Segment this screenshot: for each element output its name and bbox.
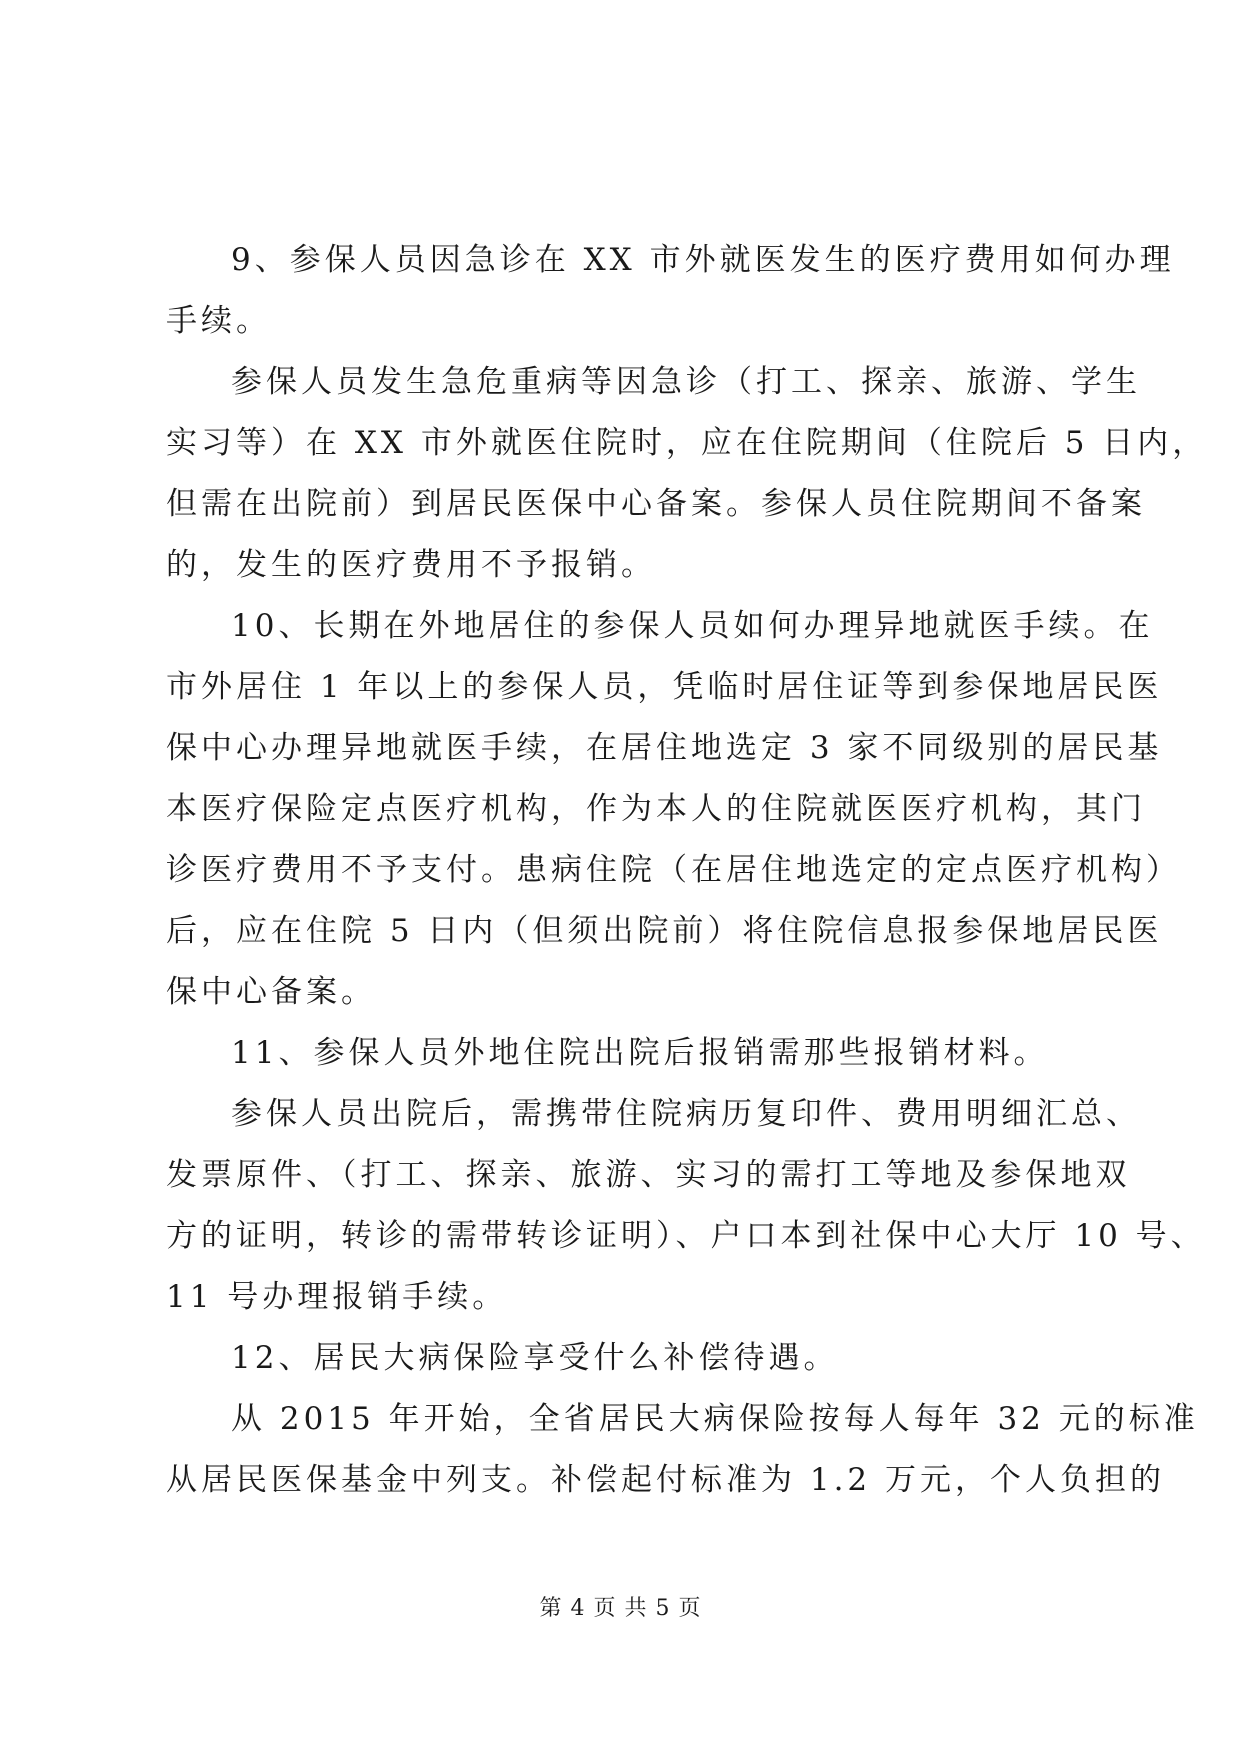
page-number-footer: 第 4 页 共 5 页 bbox=[539, 1596, 702, 1621]
paragraph-9-title-line-1: 9、参保人员因急诊在 XX 市外就医发生的医疗费用如何办理 bbox=[231, 242, 1175, 278]
paragraph-11-body-line-4: 11 号办理报销手续。 bbox=[166, 1279, 508, 1315]
paragraph-11-body-line-3: 方的证明，转诊的需带转诊证明）、户口本到社保中心大厅 10 号、 bbox=[166, 1218, 1206, 1254]
paragraph-9-title-line-2: 手续。 bbox=[166, 303, 271, 339]
paragraph-11-body-line-1: 参保人员出院后，需携带住院病历复印件、费用明细汇总、 bbox=[231, 1096, 1141, 1132]
paragraph-10-line-7: 保中心备案。 bbox=[166, 974, 376, 1010]
paragraph-9-body-line-1: 参保人员发生急危重病等因急诊（打工、探亲、旅游、学生 bbox=[231, 364, 1141, 400]
paragraph-9-body-line-4: 的，发生的医疗费用不予报销。 bbox=[166, 547, 656, 583]
paragraph-10-line-6: 后，应在住院 5 日内（但须出院前）将住院信息报参保地居民医 bbox=[166, 913, 1163, 949]
paragraph-10-line-3: 保中心办理异地就医手续，在居住地选定 3 家不同级别的居民基 bbox=[166, 730, 1163, 766]
paragraph-12-body-line-2: 从居民医保基金中列支。补偿起付标准为 1.2 万元，个人负担的 bbox=[166, 1462, 1166, 1498]
paragraph-10-line-5: 诊医疗费用不予支付。患病住院（在居住地选定的定点医疗机构） bbox=[166, 852, 1181, 888]
paragraph-9-body-line-2: 实习等）在 XX 市外就医住院时，应在住院期间（住院后 5 日内， bbox=[166, 425, 1208, 461]
document-body bbox=[166, 230, 1208, 1511]
paragraph-11-body-line-2: 发票原件、（打工、探亲、旅游、实习的需打工等地及参保地双 bbox=[166, 1157, 1131, 1193]
paragraph-10-line-1: 10、长期在外地居住的参保人员如何办理异地就医手续。在 bbox=[231, 608, 1154, 644]
paragraph-10-line-2: 市外居住 1 年以上的参保人员，凭临时居住证等到参保地居民医 bbox=[166, 669, 1163, 705]
paragraph-9-body-line-3: 但需在出院前）到居民医保中心备案。参保人员住院期间不备案 bbox=[166, 486, 1146, 522]
paragraph-11-title: 11、参保人员外地住院出院后报销需那些报销材料。 bbox=[231, 1035, 1049, 1071]
paragraph-10-line-4: 本医疗保险定点医疗机构，作为本人的住院就医医疗机构，其门 bbox=[166, 791, 1146, 827]
paragraph-12-title: 12、居民大病保险享受什么补偿待遇。 bbox=[231, 1340, 839, 1376]
paragraph-12-body-line-1: 从 2015 年开始，全省居民大病保险按每人每年 32 元的标准 bbox=[231, 1401, 1199, 1437]
